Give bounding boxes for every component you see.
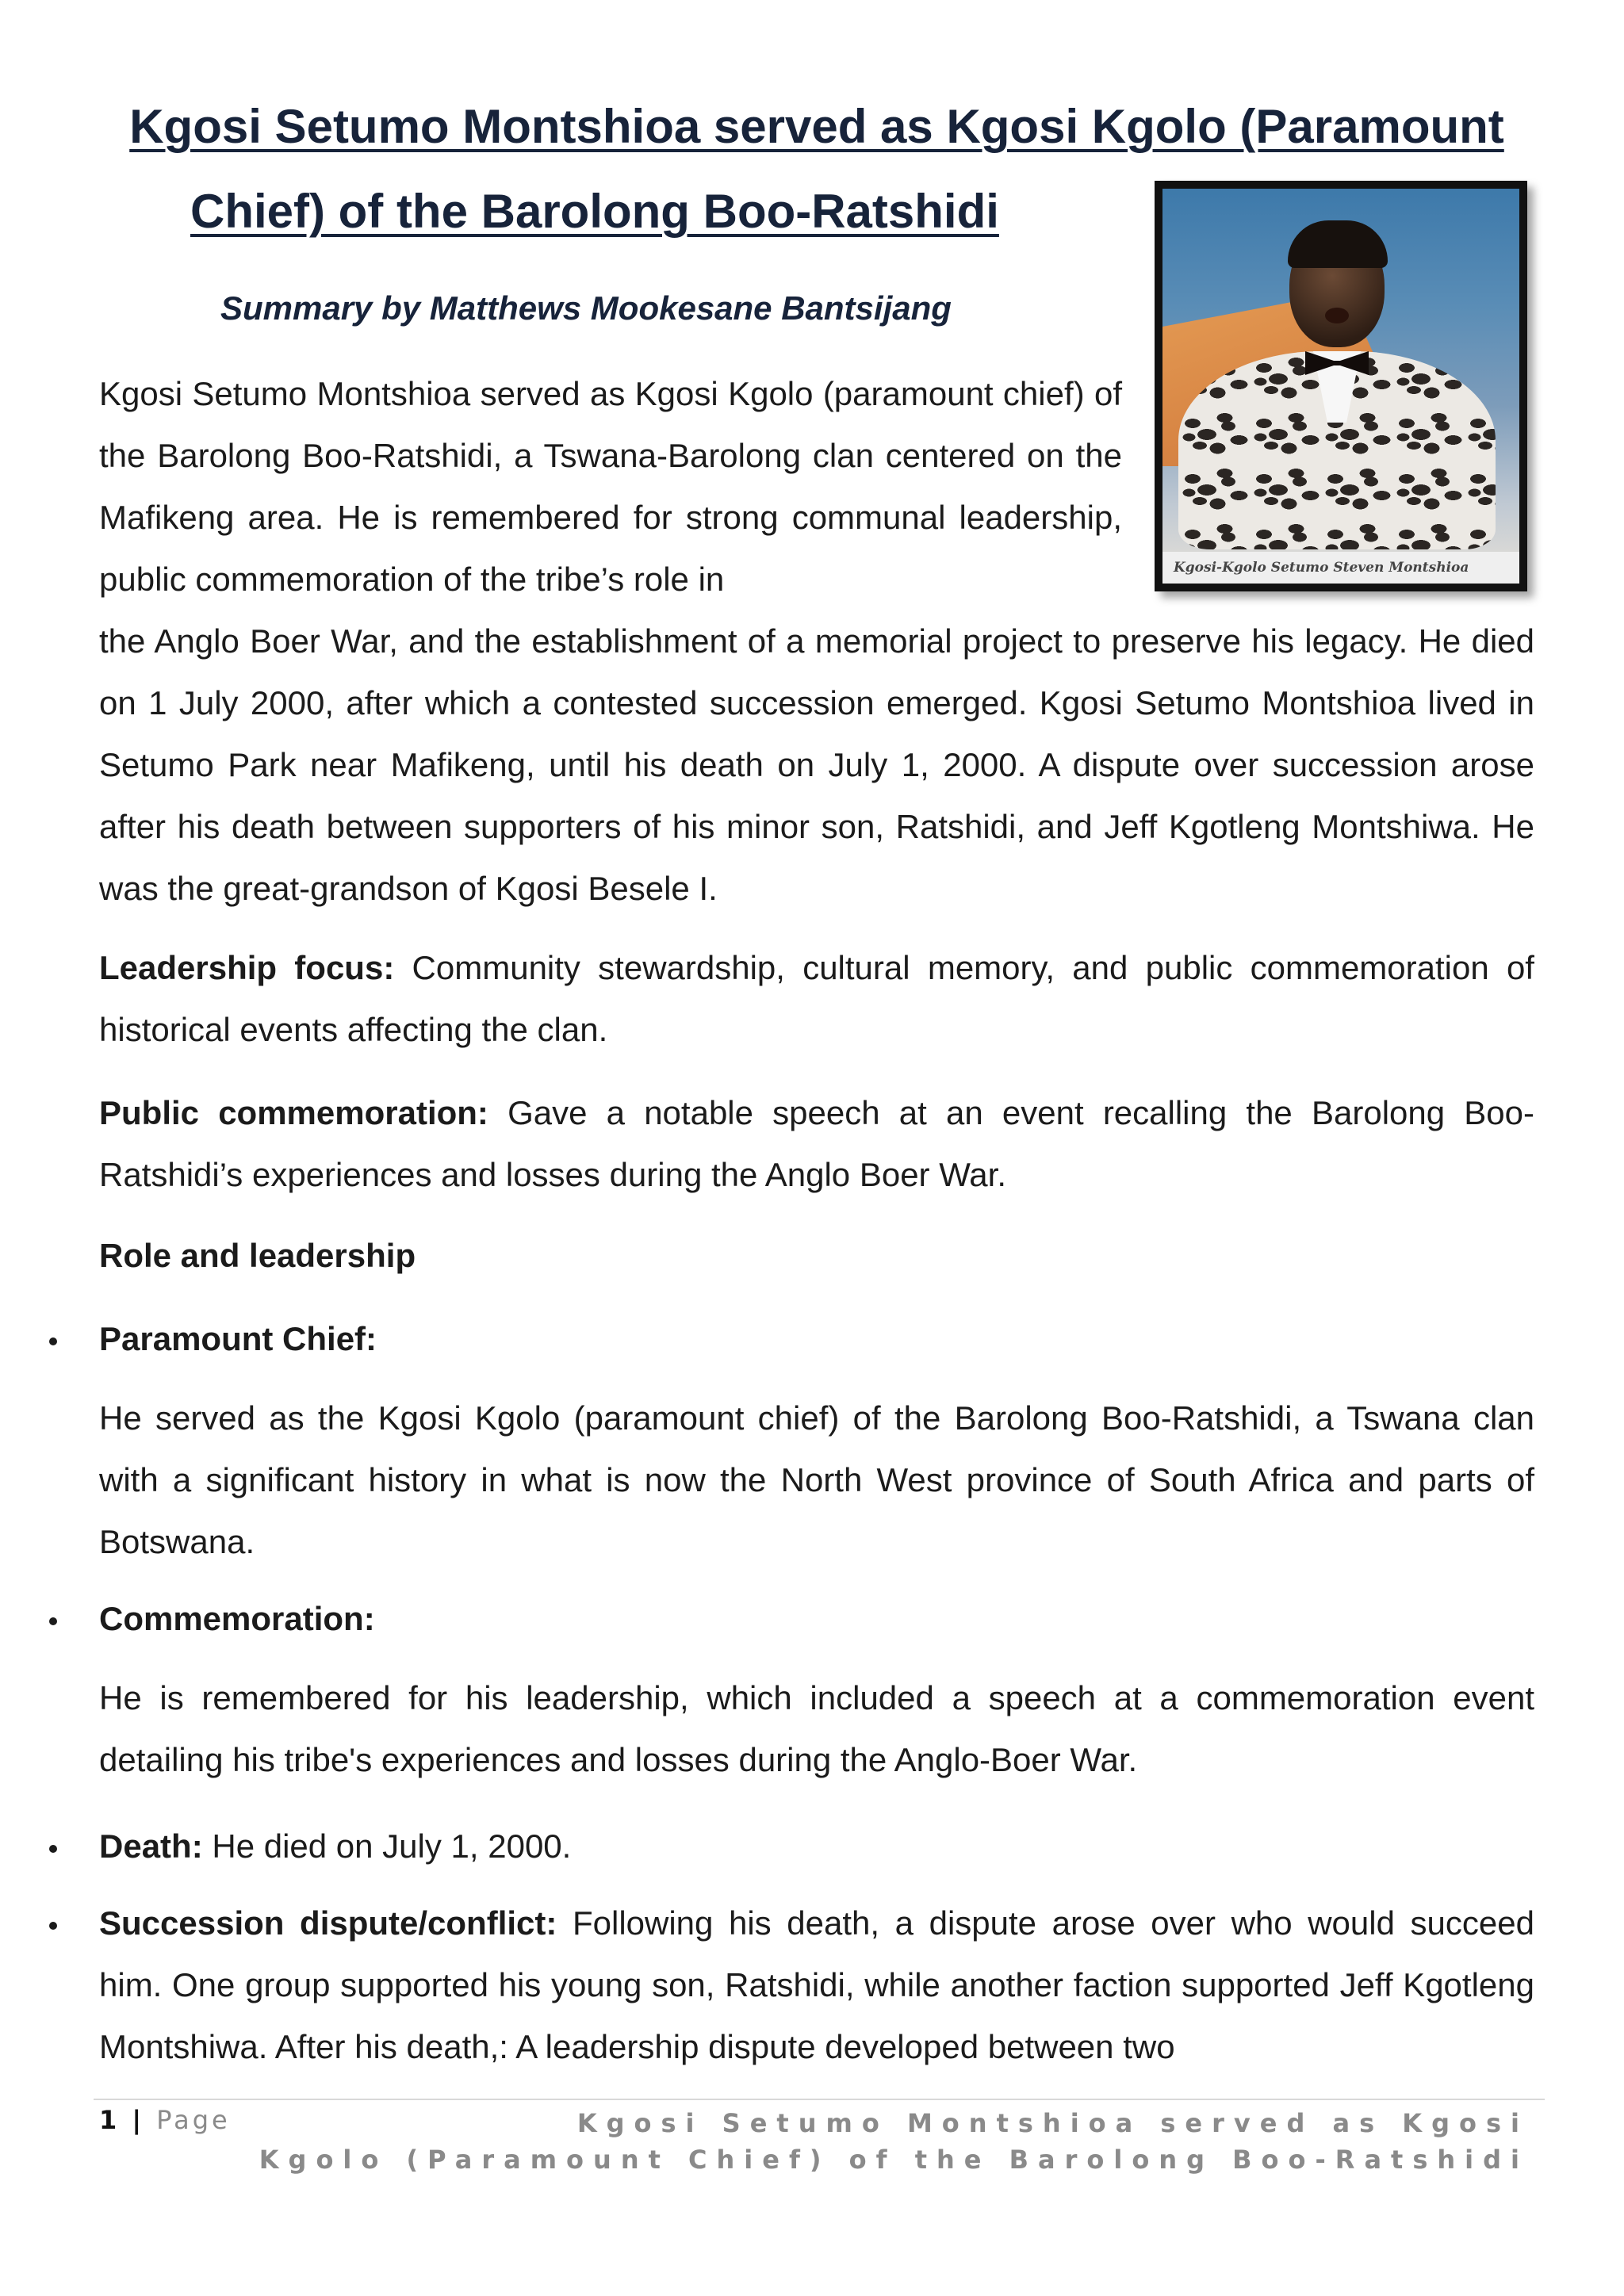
footer-page-indicator [99, 2105, 231, 2135]
bullet-succession-text: Following his death, a dispute arose over who would succeed him. One group supported his young son, Ratshidi, while another faction supported Jeff Kgotleng Montshiwa. After his death,: A leadership dispute developed between two [99, 1904, 1534, 2065]
summary-byline: Summary by Matthews Mookesane Bantsijang [220, 289, 952, 327]
page-word: Page [156, 2105, 231, 2135]
bullet-commemoration-text: He is remembered for his leadership, which included a speech at a commemoration event detailing his tribe's experiences and losses during the Anglo-Boer War. [99, 1679, 1534, 1778]
document-title-line-2: Chief) of the Barolong Boo-Ratshidi [190, 185, 999, 238]
bullet-death-label: Death: [99, 1827, 203, 1865]
running-title-line-2: Kgolo (Paramount Chief) of the Barolong Boo-Ratshidi [259, 2145, 1529, 2175]
portrait-photo [1155, 181, 1527, 591]
bullet-death-text: He died on July 1, 2000. [202, 1827, 572, 1865]
bullet-dot [49, 1337, 57, 1345]
bullet-succession-label: Succession dispute/conflict: [99, 1904, 557, 1942]
bullet-succession-item [99, 1892, 1534, 2078]
role-and-leadership-heading: Role and leadership [99, 1237, 416, 1274]
leadership-focus-text: Community stewardship, cultural memory, and public commemoration of historical events affecting the clan. [99, 949, 1534, 1048]
bullet-commemoration-label: Commemoration: [99, 1600, 375, 1637]
bullet-death-item [99, 1816, 1534, 1877]
leadership-focus-paragraph [99, 937, 1534, 1061]
portrait-mouth [1325, 308, 1349, 323]
intro-paragraph-continued: the Anglo Boer War, and the establishment of a memorial project to preserve his legacy. He died on 1 July 2000, after which a contested succession emerged. Kgosi Setumo Montshioa lived in Setumo Park near Mafikeng, until his death on July 1, 2000. A dispute over succession arose after his death between supporters of his minor son, Ratshidi, and Jeff Kgotleng Montshiwa. He was the great-grandson of Kgosi Besele I. [99, 622, 1534, 907]
footer-running-title [259, 2105, 1529, 2178]
public-commemoration-paragraph [99, 1082, 1534, 1206]
intro-paragraph-wrapped: Kgosi Setumo Montshioa served as Kgosi Kgolo (paramount chief) of the Barolong Boo-Ratshidi, a Tswana-Barolong clan centered on the Mafikeng area. He is remembered for strong communal leadership, public commemoration of the tribe’s role in [99, 375, 1122, 598]
page-number: 1 [99, 2105, 121, 2135]
portrait-hair [1288, 220, 1388, 268]
public-commemoration-label: Public commemoration: [99, 1094, 488, 1131]
bullet-dot [49, 1617, 57, 1625]
bullet-dot [49, 1845, 57, 1853]
page-separator: | [120, 2105, 157, 2135]
bullet-paramount-chief-label: Paramount Chief: [99, 1320, 377, 1357]
bullet-dot [49, 1922, 57, 1930]
footer-divider [94, 2099, 1545, 2100]
photo-caption: Kgosi-Kgolo Setumo Steven Montshioa [1162, 552, 1519, 584]
document-title-line-1: Kgosi Setumo Montshioa served as Kgosi Kgolo (Paramount [129, 100, 1504, 153]
portrait-image [1162, 189, 1519, 584]
bullet-paramount-chief-text: He served as the Kgosi Kgolo (paramount chief) of the Barolong Boo-Ratshidi, a Tswana clan with a significant history in what is now the North West province of South Africa and parts of Botswana. [99, 1399, 1534, 1560]
running-title-line-1: Kgosi Setumo Montshioa served as Kgosi [576, 2108, 1529, 2138]
leadership-focus-label: Leadership focus: [99, 949, 395, 986]
public-commemoration-text: Gave a notable speech at an event recalling the Barolong Boo-Ratshidi’s experiences and losses during the Anglo Boer War. [99, 1094, 1534, 1193]
